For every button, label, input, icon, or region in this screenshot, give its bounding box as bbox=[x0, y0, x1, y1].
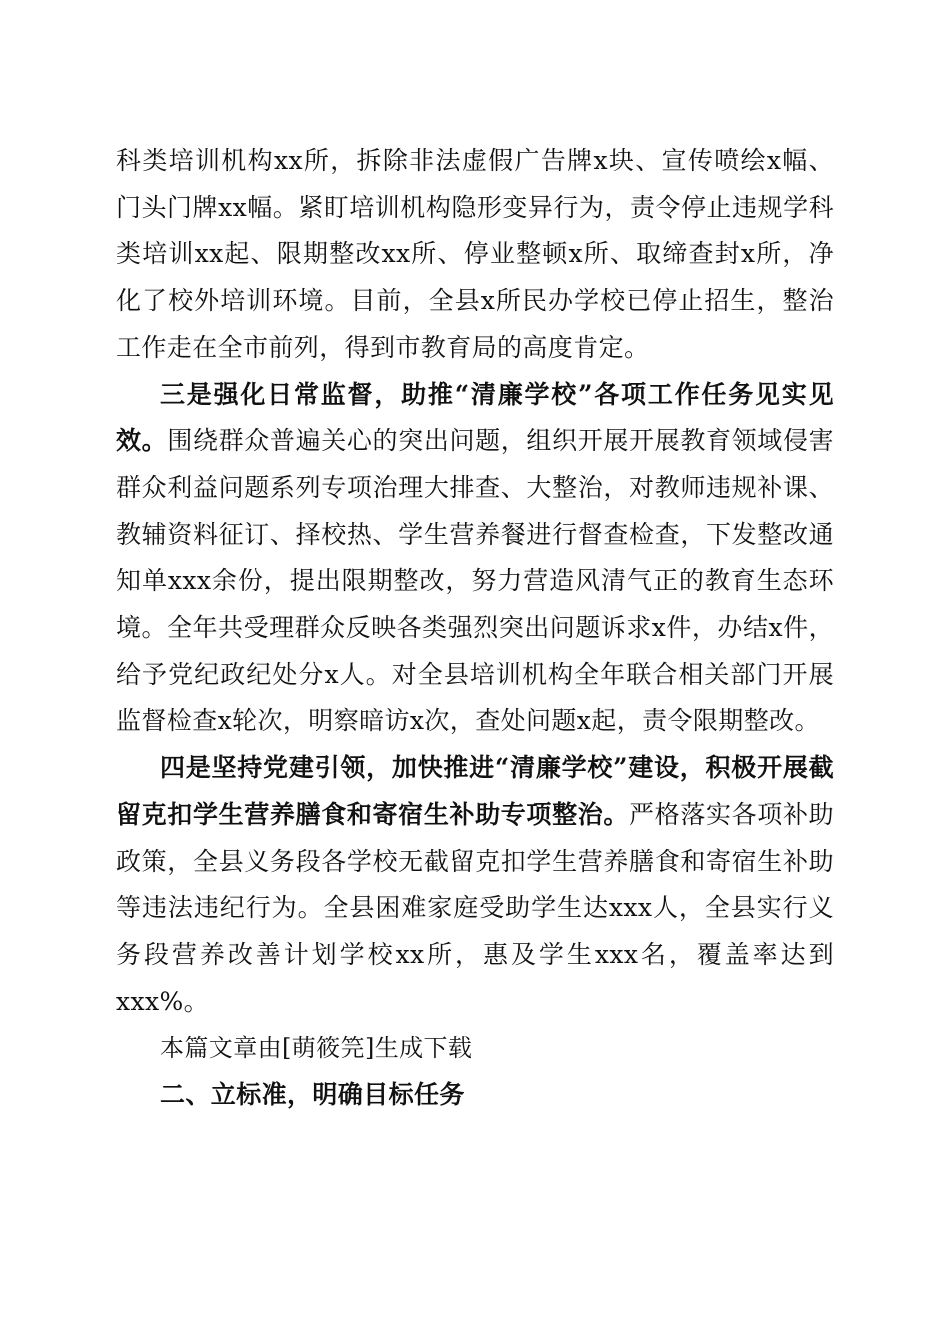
section-heading: 二、立标准，明确目标任务 bbox=[160, 1080, 465, 1110]
paragraph-body-daily-supervision: 围绕群众普遍关心的突出问题，组织开展开展教育领域侵害群众利益问题系列专项治理大排查、大整治，对教师违规补课、教辅资料征订、择校热、学生营养餐进行督查检查，下发整改通知单xxx余份，提出限期整改，努力营造风清气正的教育生态环境。全年共受理群众反映各类强烈突出问题诉求x件，办结x件，给予党纪政纪处分x人。对全县培训机构全年联合相关部门开展监督检查x轮次，明察暗访x次，查处问题x起，责令限期整改。 bbox=[116, 426, 834, 736]
document-body bbox=[116, 138, 834, 1119]
paragraph-training-rectification: 科类培训机构xx所，拆除非法虚假广告牌x块、宣传喷绘x幅、门头门牌xx幅。紧盯培训机构隐形变异行为，责令停止违规学科类培训xx起、限期整改xx所、停业整顿x所、取缔查封x所，净化了校外培训环境。目前，全县x所民办学校已停止招生，整治工作走在全市前列，得到市教育局的高度肯定。 bbox=[116, 146, 834, 362]
paragraph-body-party-building: 严格落实各项补助政策，全县义务段各学校无截留克扣学生营养膳食和寄宿生补助等违法违纪行为。全县困难家庭受助学生达xxx人，全县实行义务段营养改善计划学校xx所，惠及学生xxx名，覆盖率达到xxx%。 bbox=[116, 799, 834, 1016]
paragraph-lead-party-building: 四是坚持党建引领，加快推进“清廉学校”建设，积极开展截留克扣学生营养膳食和寄宿生补助专项整治。 bbox=[116, 753, 834, 829]
paragraph-lead-daily-supervision: 三是强化日常监督，助推“清廉学校”各项工作任务见实见效。 bbox=[116, 379, 834, 456]
source-note: 本篇文章由[萌筱笎]生成下载 bbox=[160, 1034, 473, 1063]
paragraph-daily-supervision bbox=[116, 372, 834, 746]
paragraph-party-building bbox=[116, 745, 834, 1025]
